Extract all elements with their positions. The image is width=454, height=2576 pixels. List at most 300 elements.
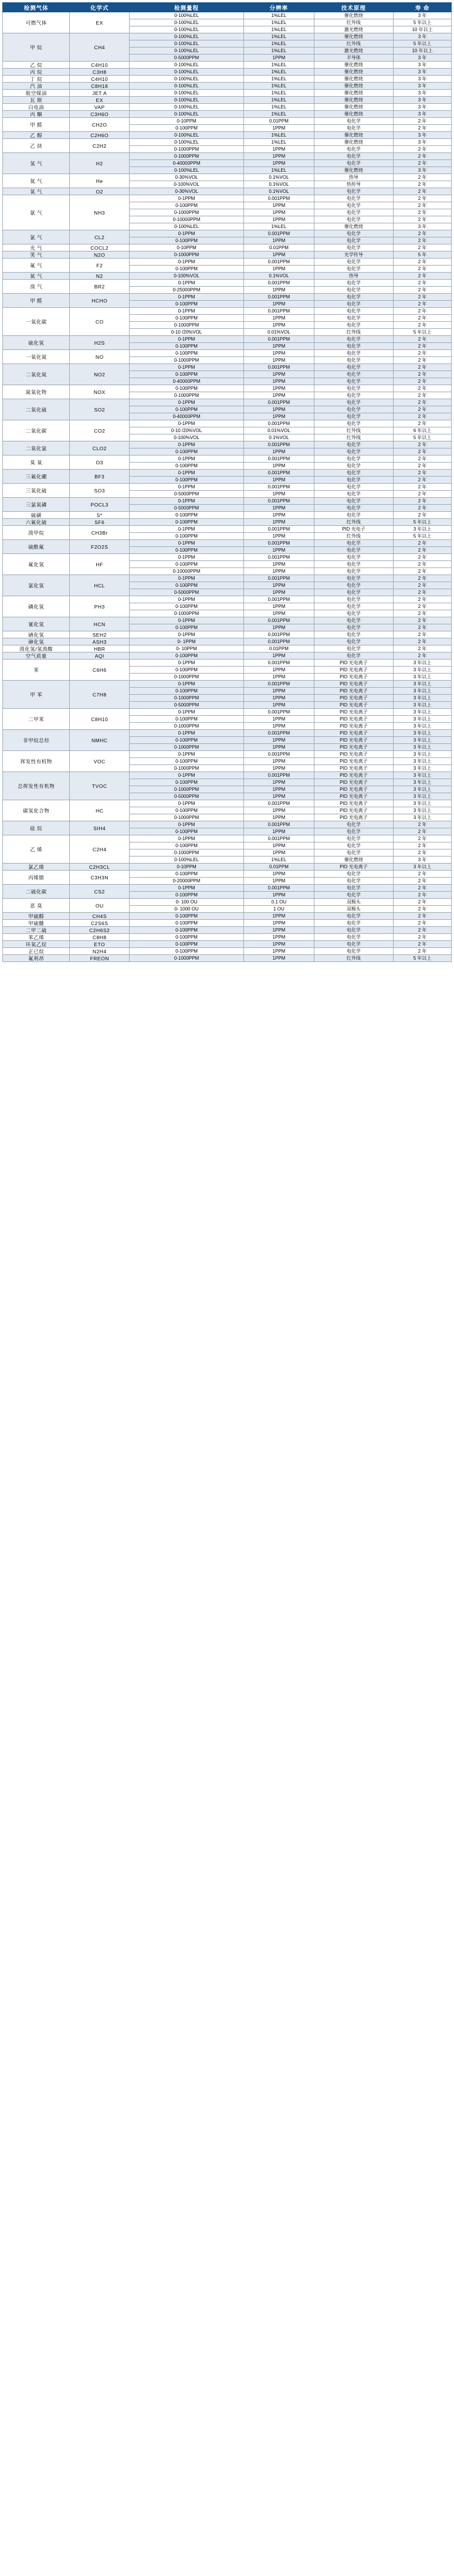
- cell-life: 3 年以上: [394, 800, 452, 807]
- cell-range: 0-1PPM: [129, 660, 243, 667]
- table-row: [3, 617, 452, 624]
- cell-formula: CO2: [70, 420, 129, 441]
- cell-life: 2 年: [394, 470, 452, 477]
- cell-resolution: 0.001PPM: [244, 230, 314, 237]
- cell-range: 0-1000PPM: [129, 209, 243, 216]
- cell-life: 2 年: [394, 948, 452, 955]
- cell-range: 0-100PPM: [129, 547, 243, 554]
- cell-technology: 催化燃烧: [314, 223, 393, 230]
- cell-life: 3 年以上: [394, 667, 452, 674]
- cell-resolution: 1PPM: [244, 878, 314, 885]
- cell-technology: 激光燃烧: [314, 47, 393, 55]
- table-row: [3, 821, 452, 828]
- table-row: [3, 540, 452, 547]
- cell-range: 0-1000PPM: [129, 153, 243, 160]
- cell-formula: CH2O: [70, 118, 129, 132]
- cell-resolution: 1PPM: [244, 744, 314, 751]
- cell-formula: N2: [70, 273, 129, 280]
- table-row: [3, 575, 452, 582]
- cell-resolution: 1%LEL: [244, 47, 314, 55]
- cell-resolution: 1%LEL: [244, 104, 314, 111]
- cell-technology: 电化学: [314, 610, 393, 617]
- table-row: [3, 69, 452, 76]
- cell-life: 3 年: [394, 139, 452, 146]
- cell-life: 2 年: [394, 202, 452, 209]
- cell-range: 0-1000PPM: [129, 146, 243, 153]
- cell-resolution: 1PPM: [244, 385, 314, 392]
- cell-range: 0-100PPM: [129, 477, 243, 484]
- cell-technology: 红外线: [314, 434, 393, 441]
- cell-life: 2 年: [394, 934, 452, 941]
- cell-resolution: 1PPM: [244, 913, 314, 920]
- cell-range: 0-100PPM: [129, 871, 243, 878]
- cell-range: 0-100PPM: [129, 266, 243, 273]
- cell-technology: 电化学: [314, 146, 393, 153]
- table-row: [3, 364, 452, 371]
- cell-resolution: 1%LEL: [244, 132, 314, 139]
- cell-range: 0-100%LEL: [129, 104, 243, 111]
- cell-technology: 电化学: [314, 589, 393, 596]
- cell-range: 0-100%LEL: [129, 47, 243, 55]
- cell-life: 2 年: [394, 899, 452, 906]
- cell-range: 0-1PPM: [129, 617, 243, 624]
- cell-formula: CL2: [70, 230, 129, 244]
- table-row: [3, 681, 452, 688]
- cell-technology: 半导体: [314, 55, 393, 62]
- cell-technology: 电化学: [314, 378, 393, 385]
- cell-resolution: 1%LEL: [244, 62, 314, 69]
- cell-gas: 笑 气: [3, 252, 70, 259]
- cell-technology: 催化燃烧: [314, 90, 393, 97]
- cell-life: 2 年: [394, 237, 452, 244]
- cell-resolution: 1%LEL: [244, 167, 314, 174]
- cell-range: 0-1PPM: [129, 631, 243, 638]
- cell-formula: N2O: [70, 252, 129, 259]
- cell-gas: 氮氧化物: [3, 385, 70, 399]
- table-row: [3, 132, 452, 139]
- cell-gas: 甲 醛: [3, 294, 70, 308]
- cell-gas: 白电油: [3, 104, 70, 111]
- cell-formula: FREON: [70, 955, 129, 962]
- cell-technology: 光学传导: [314, 252, 393, 259]
- cell-technology: 催化燃烧: [314, 83, 393, 90]
- cell-gas: 二甲苯: [3, 709, 70, 730]
- cell-formula: JET A: [70, 90, 129, 97]
- cell-range: 0-20000PPM: [129, 878, 243, 885]
- cell-resolution: 1PPM: [244, 216, 314, 223]
- cell-range: 0-100PPM: [129, 533, 243, 540]
- cell-life: 3 年以上: [394, 723, 452, 730]
- table-row: [3, 230, 452, 237]
- cell-life: 3 年: [394, 12, 452, 19]
- cell-range: 0-1000PPM: [129, 322, 243, 329]
- cell-range: 0-1000PPM: [129, 723, 243, 730]
- cell-range: 0-1PPM: [129, 540, 243, 547]
- cell-technology: 电化学: [314, 631, 393, 638]
- cell-gas: 氟 气: [3, 259, 70, 273]
- cell-gas: 丁 烷: [3, 76, 70, 83]
- cell-life: 2 年: [394, 892, 452, 899]
- cell-formula: COCL2: [70, 244, 129, 252]
- cell-gas: 溴 气: [3, 280, 70, 294]
- cell-resolution: 1PPM: [244, 688, 314, 695]
- cell-life: 2 年: [394, 308, 452, 315]
- cell-technology: 电化学: [314, 540, 393, 547]
- cell-life: 5 年以上: [394, 329, 452, 336]
- cell-life: 2 年: [394, 878, 452, 885]
- cell-technology: 红外线: [314, 519, 393, 526]
- cell-life: 2 年: [394, 280, 452, 287]
- cell-resolution: 1PPM: [244, 589, 314, 596]
- table-row: [3, 751, 452, 758]
- cell-technology: PID 光电离子: [314, 688, 393, 695]
- cell-range: 0-100PPM: [129, 779, 243, 786]
- cell-life: 3 年: [394, 83, 452, 90]
- cell-technology: PID 光电离子: [314, 779, 393, 786]
- cell-life: 3 年: [394, 104, 452, 111]
- table-row: [3, 519, 452, 526]
- cell-range: 0-100%LEL: [129, 69, 243, 76]
- cell-resolution: 1%LEL: [244, 223, 314, 230]
- cell-formula: F2O2S: [70, 540, 129, 554]
- cell-technology: 电化学: [314, 371, 393, 378]
- header-life: 寿 命: [394, 3, 452, 12]
- cell-range: 0-100PPM: [129, 913, 243, 920]
- cell-resolution: 0.1%VOL: [244, 188, 314, 195]
- table-row: [3, 308, 452, 315]
- cell-technology: 电化学: [314, 364, 393, 371]
- table-row: [3, 941, 452, 948]
- cell-technology: 电化学: [314, 294, 393, 301]
- cell-life: 2 年: [394, 603, 452, 610]
- cell-life: 2 年: [394, 153, 452, 160]
- cell-resolution: 1PPM: [244, 568, 314, 575]
- cell-technology: 热导: [314, 174, 393, 181]
- cell-resolution: 0.01PPM: [244, 645, 314, 653]
- cell-life: 3 年以上: [394, 681, 452, 688]
- cell-life: 2 年: [394, 448, 452, 456]
- cell-resolution: 1PPM: [244, 125, 314, 132]
- cell-formula: O3: [70, 456, 129, 470]
- table-row: [3, 420, 452, 427]
- cell-range: 0-1PPM: [129, 420, 243, 427]
- table-row: [3, 336, 452, 343]
- cell-life: 5 年以上: [394, 434, 452, 441]
- cell-technology: 电化学: [314, 849, 393, 857]
- cell-range: 0-100%LEL: [129, 139, 243, 146]
- cell-range: 0-10PPM: [129, 864, 243, 871]
- cell-formula: C2H6O: [70, 132, 129, 139]
- cell-range: 0-100PPM: [129, 934, 243, 941]
- cell-range: 0-10 /20%VOL: [129, 329, 243, 336]
- cell-technology: 电化学: [314, 448, 393, 456]
- cell-range: 0-10000PPM: [129, 216, 243, 223]
- cell-resolution: 1PPM: [244, 920, 314, 927]
- cell-gas: 磷化氢: [3, 596, 70, 617]
- cell-formula: CH3Br: [70, 526, 129, 540]
- table-row: [3, 800, 452, 807]
- cell-gas: 三氟化硼: [3, 470, 70, 484]
- cell-gas: 环氧乙烷: [3, 941, 70, 948]
- cell-resolution: 1PPM: [244, 610, 314, 617]
- cell-technology: 催化燃烧: [314, 62, 393, 69]
- table-row: [3, 244, 452, 252]
- table-row: [3, 596, 452, 603]
- cell-formula: NOX: [70, 385, 129, 399]
- cell-resolution: 1PPM: [244, 392, 314, 399]
- cell-gas: 瓦 斯: [3, 97, 70, 104]
- cell-range: 0-1PPM: [129, 259, 243, 266]
- cell-range: 0-1PPM: [129, 280, 243, 287]
- cell-range: 0-30%VOL: [129, 174, 243, 181]
- cell-range: 0-1000PPM: [129, 849, 243, 857]
- cell-resolution: 0.001PPM: [244, 617, 314, 624]
- cell-life: 3 年以上: [394, 779, 452, 786]
- cell-gas: 砷化氢: [3, 638, 70, 645]
- cell-technology: 电化学: [314, 484, 393, 491]
- cell-technology: 红外线: [314, 40, 393, 47]
- cell-range: 0-1PPM: [129, 730, 243, 737]
- cell-resolution: 0.01PPM: [244, 864, 314, 871]
- cell-technology: 电化学: [314, 343, 393, 350]
- cell-life: 2 年: [394, 568, 452, 575]
- cell-technology: 双极头: [314, 899, 393, 906]
- table-row: [3, 188, 452, 195]
- table-row: [3, 709, 452, 716]
- cell-range: 0-100PPM: [129, 448, 243, 456]
- cell-resolution: 1PPM: [244, 849, 314, 857]
- cell-resolution: 1PPM: [244, 301, 314, 308]
- cell-life: 3 年: [394, 857, 452, 864]
- cell-technology: 红外线: [314, 329, 393, 336]
- cell-resolution: 1PPM: [244, 266, 314, 273]
- cell-life: 2 年: [394, 582, 452, 589]
- cell-resolution: 0.1%VOL: [244, 181, 314, 188]
- cell-technology: 电化学: [314, 125, 393, 132]
- cell-technology: 电化学: [314, 645, 393, 653]
- table-header-row: [3, 3, 452, 12]
- cell-formula: OU: [70, 899, 129, 913]
- table-row: [3, 927, 452, 934]
- table-row: [3, 645, 452, 653]
- cell-resolution: 1PPM: [244, 315, 314, 322]
- cell-technology: 电化学: [314, 821, 393, 828]
- table-row: [3, 252, 452, 259]
- cell-resolution: 0.001PPM: [244, 540, 314, 547]
- cell-resolution: 0.001PPM: [244, 885, 314, 892]
- cell-range: 0-1000PPM: [129, 955, 243, 962]
- cell-technology: 电化学: [314, 413, 393, 420]
- cell-gas: 氦 气: [3, 174, 70, 188]
- table-row: [3, 90, 452, 97]
- cell-resolution: 0.001PPM: [244, 631, 314, 638]
- cell-resolution: 0.1 OU: [244, 899, 314, 906]
- cell-technology: 电化学: [314, 237, 393, 244]
- cell-technology: 电化学: [314, 624, 393, 631]
- cell-technology: 电化学: [314, 596, 393, 603]
- cell-technology: 电化学: [314, 575, 393, 582]
- table-row: [3, 139, 452, 146]
- cell-gas: 苯乙烯: [3, 934, 70, 941]
- cell-life: 2 年: [394, 406, 452, 413]
- cell-technology: 电化学: [314, 456, 393, 463]
- cell-gas: 三氧化硫: [3, 484, 70, 498]
- cell-technology: 电化学: [314, 470, 393, 477]
- cell-life: 2 年: [394, 617, 452, 624]
- cell-range: 0-100PPM: [129, 948, 243, 955]
- cell-resolution: 0.001PPM: [244, 294, 314, 301]
- cell-formula: SO3: [70, 484, 129, 498]
- cell-life: 2 年: [394, 181, 452, 188]
- cell-life: 3 年以上: [394, 793, 452, 800]
- cell-life: 3 年: [394, 111, 452, 118]
- cell-resolution: 0.001PPM: [244, 596, 314, 603]
- cell-life: 2 年: [394, 484, 452, 491]
- cell-range: 0-1000PPM: [129, 695, 243, 702]
- cell-formula: C2H6S2: [70, 927, 129, 934]
- cell-technology: 电化学: [314, 927, 393, 934]
- cell-technology: 电化学: [314, 160, 393, 167]
- cell-technology: 电化学: [314, 582, 393, 589]
- cell-technology: 电化学: [314, 871, 393, 878]
- cell-gas: 氰化氢: [3, 617, 70, 631]
- cell-resolution: 1PPM: [244, 406, 314, 413]
- cell-resolution: 1PPM: [244, 55, 314, 62]
- cell-technology: 电化学: [314, 653, 393, 660]
- cell-life: 2 年: [394, 420, 452, 427]
- cell-resolution: 0.001PPM: [244, 364, 314, 371]
- cell-range: 0-1PPM: [129, 596, 243, 603]
- cell-range: 0-100PPM: [129, 603, 243, 610]
- cell-resolution: 0.001PPM: [244, 399, 314, 406]
- cell-range: 0-1000PPM: [129, 814, 243, 821]
- cell-formula: CLO2: [70, 441, 129, 456]
- cell-technology: 热传导: [314, 181, 393, 188]
- cell-resolution: 1PPM: [244, 758, 314, 765]
- cell-range: 0-100PPM: [129, 582, 243, 589]
- cell-life: 2 年: [394, 554, 452, 561]
- cell-resolution: 0.001PPM: [244, 660, 314, 667]
- cell-technology: 催化燃烧: [314, 76, 393, 83]
- cell-technology: PID 光电离子: [314, 709, 393, 716]
- cell-life: 2 年: [394, 456, 452, 463]
- cell-resolution: 1%LEL: [244, 90, 314, 97]
- cell-technology: 电化学: [314, 828, 393, 835]
- table-row: [3, 835, 452, 842]
- cell-resolution: 1PPM: [244, 512, 314, 519]
- cell-technology: 电化学: [314, 301, 393, 308]
- table-row: [3, 441, 452, 448]
- cell-gas: 二氧化碳: [3, 420, 70, 441]
- cell-formula: EX: [70, 12, 129, 33]
- cell-range: 0-100%LEL: [129, 40, 243, 47]
- cell-life: 2 年: [394, 498, 452, 505]
- cell-resolution: 0.1%VOL: [244, 434, 314, 441]
- cell-technology: 催化燃烧: [314, 97, 393, 104]
- table-row: [3, 118, 452, 125]
- cell-range: 0-100%LEL: [129, 12, 243, 19]
- cell-life: 5 年以上: [394, 40, 452, 47]
- cell-range: 0-1000PPM: [129, 357, 243, 364]
- cell-formula: C4H10: [70, 76, 129, 83]
- cell-life: 3 年: [394, 33, 452, 40]
- cell-range: 0-100PPM: [129, 716, 243, 723]
- cell-technology: PID 光电离子: [314, 800, 393, 807]
- cell-range: 0-100PPM: [129, 371, 243, 378]
- cell-formula: S*: [70, 512, 129, 519]
- cell-range: 0-100%LEL: [129, 167, 243, 174]
- cell-resolution: 0.01%VOL: [244, 329, 314, 336]
- cell-resolution: 0.001PPM: [244, 484, 314, 491]
- cell-resolution: 0.001PPM: [244, 526, 314, 533]
- table-row: [3, 470, 452, 477]
- table-row: [3, 350, 452, 357]
- cell-gas: 二氧化氯: [3, 441, 70, 456]
- cell-technology: 电化学: [314, 463, 393, 470]
- cell-range: 0-100%LEL: [129, 26, 243, 33]
- cell-life: 2 年: [394, 540, 452, 547]
- cell-range: 0-100%LEL: [129, 90, 243, 97]
- cell-technology: 催化燃烧: [314, 33, 393, 40]
- cell-formula: POCL3: [70, 498, 129, 512]
- cell-life: 2 年: [394, 871, 452, 878]
- cell-resolution: 1PPM: [244, 153, 314, 160]
- cell-life: 3 年以上: [394, 772, 452, 779]
- cell-resolution: 1%LEL: [244, 19, 314, 26]
- cell-life: 2 年: [394, 477, 452, 484]
- cell-technology: 电化学: [314, 948, 393, 955]
- cell-resolution: 1%LEL: [244, 33, 314, 40]
- cell-gas: 甲硫醇: [3, 913, 70, 920]
- cell-life: 2 年: [394, 828, 452, 835]
- cell-resolution: 0.001PPM: [244, 835, 314, 842]
- cell-technology: 电化学: [314, 259, 393, 266]
- cell-gas: 氨 气: [3, 195, 70, 230]
- table-row: [3, 885, 452, 892]
- cell-range: 0-5000PPM: [129, 589, 243, 596]
- header-technology: 技术原理: [314, 3, 393, 12]
- cell-resolution: 0.001PPM: [244, 280, 314, 287]
- cell-gas: 光 气: [3, 244, 70, 252]
- cell-resolution: 1PPM: [244, 842, 314, 849]
- cell-life: 3 年以上: [394, 765, 452, 772]
- cell-resolution: 0.001PPM: [244, 195, 314, 202]
- cell-formula: C2S6S: [70, 920, 129, 927]
- cell-resolution: 0.001PPM: [244, 336, 314, 343]
- cell-technology: PID 光电离子: [314, 695, 393, 702]
- cell-resolution: 1PPM: [244, 695, 314, 702]
- cell-formula: C3H8: [70, 69, 129, 76]
- cell-life: 2 年: [394, 821, 452, 828]
- cell-life: 2 年: [394, 364, 452, 371]
- cell-technology: PID 光电离子: [314, 737, 393, 744]
- cell-technology: 电化学: [314, 547, 393, 554]
- cell-resolution: 1PPM: [244, 603, 314, 610]
- cell-resolution: 1PPM: [244, 357, 314, 364]
- cell-life: 2 年: [394, 463, 452, 470]
- cell-technology: PID 光电子: [314, 526, 393, 533]
- cell-resolution: 1PPM: [244, 702, 314, 709]
- cell-range: 0-30%VOL: [129, 188, 243, 195]
- cell-range: 0-1PPM: [129, 336, 243, 343]
- cell-life: 5 年以上: [394, 19, 452, 26]
- cell-technology: 电化学: [314, 118, 393, 125]
- table-row: [3, 259, 452, 266]
- cell-resolution: 1PPM: [244, 350, 314, 357]
- cell-life: 3 年以上: [394, 730, 452, 737]
- cell-formula: SF6: [70, 519, 129, 526]
- header-formula: 化学式: [70, 3, 129, 12]
